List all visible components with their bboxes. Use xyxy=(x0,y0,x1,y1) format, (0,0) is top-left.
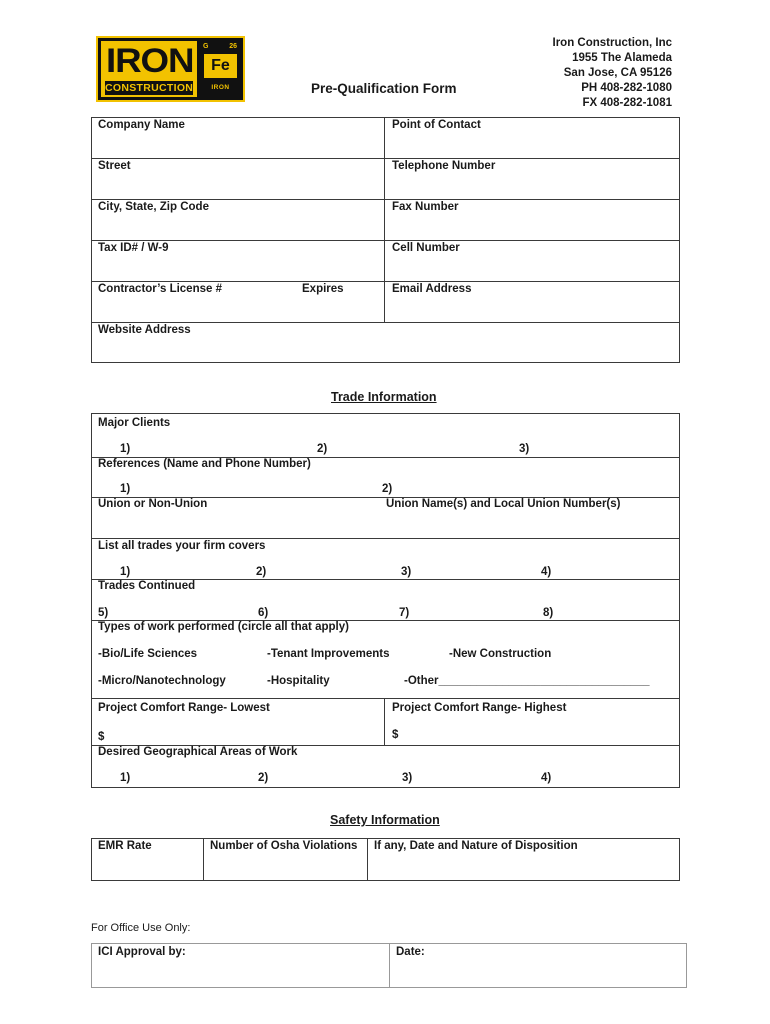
logo-left-panel xyxy=(101,41,197,97)
geo-areas-label: Desired Geographical Areas of Work xyxy=(98,746,298,758)
geo-area-3[interactable]: 3) xyxy=(402,772,413,784)
contractor-license-field[interactable]: Contractor’s License # xyxy=(98,283,222,295)
trade-information-heading: Trade Information xyxy=(331,390,437,404)
company-phone: PH 408-282-1080 xyxy=(581,82,672,94)
tax-id-field[interactable]: Tax ID# / W-9 xyxy=(98,242,169,254)
logo-g-label: G xyxy=(203,43,209,50)
form-title: Pre-Qualification Form xyxy=(311,81,457,96)
company-city: San Jose, CA 95126 xyxy=(563,67,672,79)
work-type-option[interactable]: -New Construction xyxy=(449,648,552,660)
safety-divider xyxy=(367,838,368,881)
iron-construction-logo xyxy=(96,36,245,102)
row-divider xyxy=(91,240,680,241)
row-divider xyxy=(91,281,680,282)
company-name-field[interactable]: Company Name xyxy=(98,119,185,131)
trade-4[interactable]: 4) xyxy=(541,566,552,578)
telephone-field[interactable]: Telephone Number xyxy=(392,160,496,172)
license-expires-field[interactable]: Expires xyxy=(302,283,344,295)
trade-5[interactable]: 5) xyxy=(98,607,109,619)
trade-7[interactable]: 7) xyxy=(399,607,410,619)
major-client-2[interactable]: 2) xyxy=(317,443,328,455)
logo-element-name: IRON xyxy=(211,84,230,91)
comfort-range-lowest-field[interactable]: $ xyxy=(98,731,105,743)
work-type-option[interactable]: -Bio/Life Sciences xyxy=(98,648,198,660)
work-type-option[interactable]: -Hospitality xyxy=(267,675,330,687)
trades-continued-label: Trades Continued xyxy=(98,580,196,592)
trade-8[interactable]: 8) xyxy=(543,607,554,619)
point-of-contact-field[interactable]: Point of Contact xyxy=(392,119,481,131)
work-type-option[interactable]: -Micro/Nanotechnology xyxy=(98,675,226,687)
row-divider xyxy=(91,158,680,159)
company-street: 1955 The Alameda xyxy=(572,52,672,64)
logo-element-tile xyxy=(200,41,241,97)
reference-2[interactable]: 2) xyxy=(382,483,393,495)
major-client-3[interactable]: 3) xyxy=(519,443,530,455)
row-divider xyxy=(91,199,680,200)
row-divider xyxy=(91,538,680,539)
types-of-work-label: Types of work performed (circle all that apply) xyxy=(98,621,349,633)
geo-area-2[interactable]: 2) xyxy=(258,772,269,784)
logo-atomic-number: 26 xyxy=(229,43,237,50)
street-field[interactable]: Street xyxy=(98,160,131,172)
office-use-label: For Office Use Only: xyxy=(91,922,191,934)
major-clients-label: Major Clients xyxy=(98,417,171,429)
references-label: References (Name and Phone Number) xyxy=(98,458,311,470)
comfort-range-highest-field[interactable]: $ xyxy=(392,729,399,741)
disposition-field[interactable]: If any, Date and Nature of Disposition xyxy=(374,840,578,852)
reference-1[interactable]: 1) xyxy=(120,483,131,495)
trade-3[interactable]: 3) xyxy=(401,566,412,578)
trade-6[interactable]: 6) xyxy=(258,607,269,619)
company-name: Iron Construction, Inc xyxy=(552,37,672,49)
logo-word: IRON xyxy=(106,42,194,80)
work-type-option-other[interactable]: -Other_________________________________ xyxy=(404,675,650,687)
emr-rate-field[interactable]: EMR Rate xyxy=(98,840,152,852)
row-divider xyxy=(91,322,680,323)
logo-subtitle: CONSTRUCTION xyxy=(105,82,194,94)
union-names-field[interactable]: Union Name(s) and Local Union Number(s) xyxy=(386,498,621,510)
osha-violations-field[interactable]: Number of Osha Violations xyxy=(210,840,358,852)
logo-element-symbol: Fe xyxy=(204,54,237,78)
work-type-option[interactable]: -Tenant Improvements xyxy=(267,648,390,660)
fax-number-field[interactable]: Fax Number xyxy=(392,201,459,213)
website-address-field[interactable]: Website Address xyxy=(98,324,191,336)
geo-area-1[interactable]: 1) xyxy=(120,772,131,784)
safety-information-heading: Safety Information xyxy=(330,813,440,827)
office-divider xyxy=(389,943,390,988)
ici-approval-field[interactable]: ICI Approval by: xyxy=(98,946,186,958)
trade-2[interactable]: 2) xyxy=(256,566,267,578)
geo-area-4[interactable]: 4) xyxy=(541,772,552,784)
union-status-field[interactable]: Union or Non-Union xyxy=(98,498,208,510)
comfort-range-lowest-label: Project Comfort Range- Lowest xyxy=(98,702,270,714)
major-client-1[interactable]: 1) xyxy=(120,443,131,455)
comfort-range-highest-label: Project Comfort Range- Highest xyxy=(392,702,567,714)
email-address-field[interactable]: Email Address xyxy=(392,283,472,295)
city-state-zip-field[interactable]: City, State, Zip Code xyxy=(98,201,209,213)
list-trades-label: List all trades your firm covers xyxy=(98,540,266,552)
approval-date-field[interactable]: Date: xyxy=(396,946,425,958)
company-address-block xyxy=(553,36,672,111)
trade-1[interactable]: 1) xyxy=(120,566,131,578)
row-divider xyxy=(91,698,680,699)
company-fax: FX 408-282-1081 xyxy=(582,97,672,109)
safety-divider xyxy=(203,838,204,881)
cell-number-field[interactable]: Cell Number xyxy=(392,242,460,254)
comfort-range-divider xyxy=(384,698,385,745)
contact-divider-vertical xyxy=(384,117,385,322)
